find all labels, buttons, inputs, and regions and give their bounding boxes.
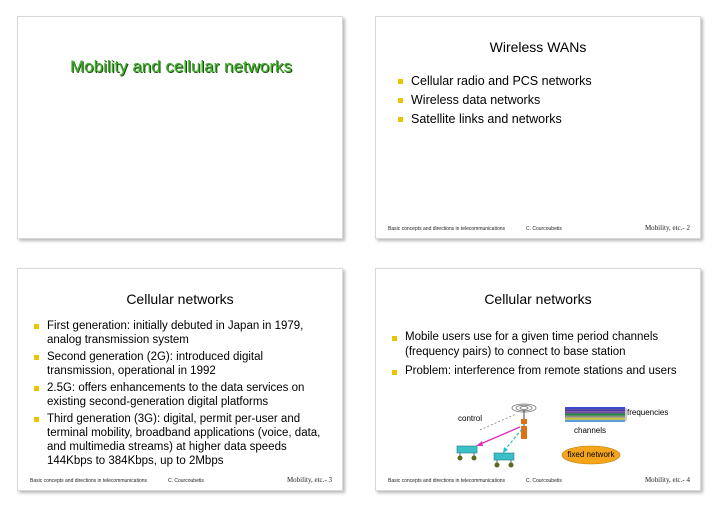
list-item: Second generation (2G): introduced digital transmission, operational in 1992 [34, 350, 330, 378]
bullet-icon [34, 386, 39, 391]
slide-4 [375, 268, 701, 491]
bullet-icon [34, 355, 39, 360]
footer-course: Basic concepts and directions in telecommunications [388, 226, 506, 232]
control-label: control [458, 414, 483, 423]
list-item: Problem: interference from remote stations and users [392, 364, 690, 379]
list-item: Satellite links and networks [398, 110, 688, 129]
bullet-icon [34, 417, 39, 422]
base-station-tower-icon [521, 410, 527, 439]
bullet-list [398, 72, 688, 129]
frequency-bands [565, 407, 625, 422]
footer-course: Basic concepts and directions in telecommunications [30, 478, 148, 484]
list-item: Cellular radio and PCS networks [398, 72, 688, 91]
slide-2 [375, 16, 701, 239]
cellular-diagram [376, 269, 700, 490]
slide-3 [17, 268, 343, 491]
footer-author: C. Courcoubetis [526, 226, 562, 232]
list-item: Mobile users use for a given time period channels (frequency pairs) to connect to base station [392, 330, 690, 360]
footer-author: C. Courcoubetis [168, 478, 204, 484]
list-item: 2.5G: offers enhancements to the data services on existing second-generation digital platforms [34, 381, 330, 409]
list-item: Wireless data networks [398, 91, 688, 110]
bullet-icon [398, 79, 403, 84]
mobile-user-icon [457, 446, 477, 461]
slide-1 [17, 16, 343, 239]
footer-course: Basic concepts and directions in telecommunications [388, 478, 506, 484]
list-item: Third generation (3G): digital, permit per-user and terminal mobility, broadband applications (voice, data, and multimedia streams) at higher data speeds 144Kbps to 384Kbps, up to 2Mbps [34, 412, 330, 468]
footer-page-number: Mobility, etc.- 3 [286, 476, 332, 484]
slide-title: Cellular networks [484, 291, 592, 307]
frequency-band [565, 416, 625, 418]
frequency-band [565, 407, 625, 409]
frequency-band [565, 420, 625, 422]
bullet-icon [398, 98, 403, 103]
slide-title: Cellular networks [126, 291, 234, 307]
list-item: First generation: initially debuted in Japan in 1979, analog transmission system [34, 319, 330, 347]
slide-title: Wireless WANs [489, 39, 587, 55]
mobile-user-icon [494, 453, 514, 468]
fixed-network-label: fixed network [567, 450, 615, 459]
footer-author: C. Courcoubetis [526, 478, 562, 484]
frequency-band [565, 413, 625, 415]
frequencies-label: frequencies [627, 408, 669, 417]
footer-page-number: Mobility, etc.- 4 [644, 476, 690, 484]
frequency-band [565, 418, 625, 420]
bullet-icon [34, 324, 39, 329]
frequency-band [565, 409, 625, 411]
magenta-arrowhead [476, 441, 483, 446]
bullet-icon [398, 117, 403, 122]
frequency-band [565, 411, 625, 413]
magenta-link-arrow [478, 427, 520, 445]
footer-page-number: Mobility, etc.- 2 [644, 224, 690, 232]
channels-label: channels [574, 426, 607, 435]
cyan-arrowhead [503, 447, 508, 453]
bullet-list [34, 319, 330, 471]
slide-title: Mobility and cellular networks [70, 57, 293, 76]
control-link-line [480, 414, 516, 430]
